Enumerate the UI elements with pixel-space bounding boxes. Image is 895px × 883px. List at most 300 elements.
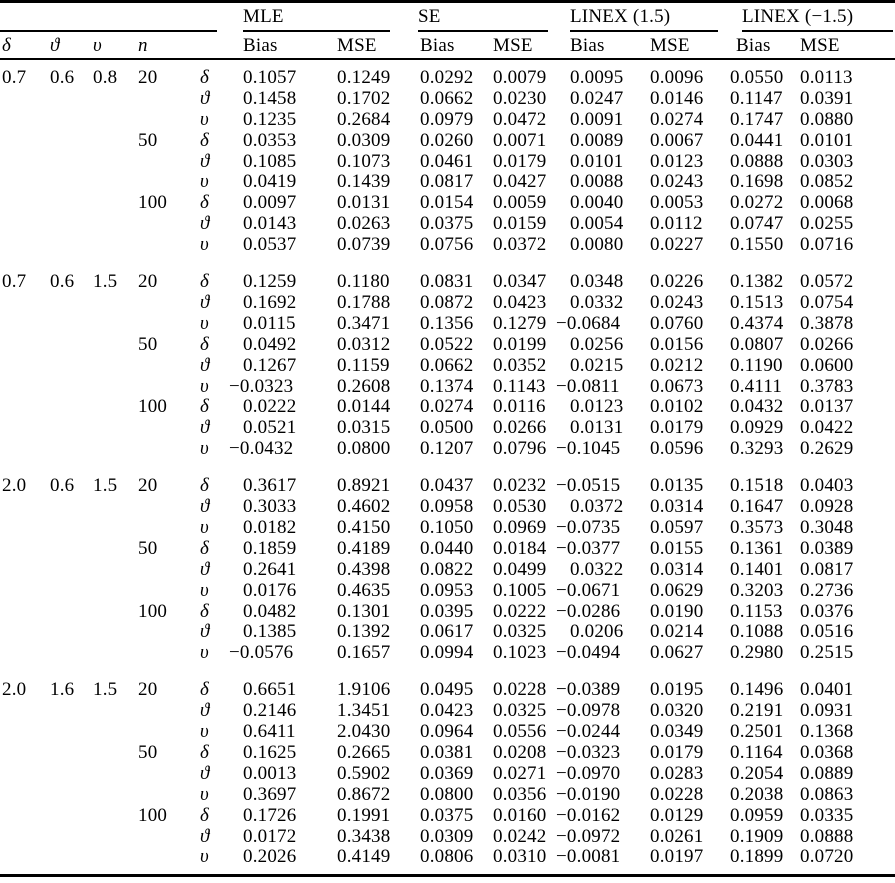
header-bias-linex-neg: Bias bbox=[736, 35, 771, 56]
cell-value: 0.1401 bbox=[730, 558, 784, 580]
cell-sample-size: 100 bbox=[138, 600, 168, 622]
cell-value: −0.0970 bbox=[556, 762, 621, 784]
cell-sample-size: 50 bbox=[138, 333, 158, 355]
cell-value: 0.0348 bbox=[570, 271, 624, 293]
cell-value: 0.0335 bbox=[800, 804, 854, 826]
table-row bbox=[0, 110, 895, 131]
table-row bbox=[0, 89, 895, 110]
cell-value: 0.0419 bbox=[243, 171, 297, 193]
table-row bbox=[0, 497, 895, 518]
cell-value: 0.0349 bbox=[650, 721, 704, 743]
cell-value: 0.5902 bbox=[337, 762, 391, 784]
cell-value: 0.0135 bbox=[650, 475, 704, 497]
cell-value: 0.0040 bbox=[570, 192, 624, 214]
table-row bbox=[0, 581, 895, 602]
cell-value: 1.3451 bbox=[337, 700, 391, 722]
cell-value: 0.1085 bbox=[243, 150, 297, 172]
cell-value: 0.1625 bbox=[243, 741, 297, 763]
cell-value: 0.0372 bbox=[493, 234, 547, 256]
table-row bbox=[0, 722, 895, 743]
cell-value: 0.0461 bbox=[420, 150, 474, 172]
cell-sample-size: 100 bbox=[138, 396, 168, 418]
cell-value: 0.1147 bbox=[730, 87, 783, 109]
cell-value: 0.1385 bbox=[243, 621, 297, 643]
cell-value: 0.2146 bbox=[243, 700, 297, 722]
cell-value: 0.0261 bbox=[650, 825, 704, 847]
cell-value: 0.0516 bbox=[800, 621, 854, 643]
cell-value: 0.0088 bbox=[570, 171, 624, 193]
cell-value: 0.4149 bbox=[337, 846, 391, 868]
cell-value: 0.0403 bbox=[800, 475, 854, 497]
cell-value: 0.0662 bbox=[420, 87, 474, 109]
cell-value: 0.0852 bbox=[800, 171, 854, 193]
cell-param-symbol: δ bbox=[200, 271, 210, 293]
cell-value: 0.0422 bbox=[800, 417, 854, 439]
cell-value: 0.2684 bbox=[337, 108, 391, 130]
cell-sample-size: 20 bbox=[138, 475, 158, 497]
cell-value: 0.6411 bbox=[243, 721, 296, 743]
cell-param-symbol: υ bbox=[200, 579, 209, 601]
cell-value: 0.0959 bbox=[730, 804, 784, 826]
cell-value: 0.0222 bbox=[493, 600, 547, 622]
cell-value: 0.8672 bbox=[337, 783, 391, 805]
cell-value: 0.0372 bbox=[570, 496, 624, 518]
cell-param-symbol: δ bbox=[200, 600, 210, 622]
cell-value: 0.1279 bbox=[493, 312, 547, 334]
cell-value: 0.0283 bbox=[650, 762, 704, 784]
cell-value: 0.3697 bbox=[243, 783, 297, 805]
table-row bbox=[0, 622, 895, 643]
cell-value: 0.1496 bbox=[730, 679, 784, 701]
cell-value: 0.0190 bbox=[650, 600, 704, 622]
cell-value: 0.1249 bbox=[337, 67, 391, 88]
cell-value: 0.0271 bbox=[493, 762, 547, 784]
cell-value: 0.0423 bbox=[420, 700, 474, 722]
cell-value: 1.9106 bbox=[337, 679, 391, 701]
cell-param-symbol: υ bbox=[200, 721, 209, 743]
cell-value: −0.0978 bbox=[556, 700, 621, 722]
cell-value: 0.0597 bbox=[650, 516, 704, 538]
cell-sample-size: 50 bbox=[138, 741, 158, 763]
cell-param-symbol: δ bbox=[200, 475, 210, 497]
cell-value: −0.0735 bbox=[556, 516, 621, 538]
header-mse-linex-neg: MSE bbox=[800, 35, 840, 56]
cell-value: 0.0123 bbox=[650, 150, 704, 172]
cell-value: 0.1005 bbox=[493, 579, 547, 601]
cell-value: 0.2515 bbox=[800, 642, 854, 664]
cell-value: 0.0596 bbox=[650, 438, 704, 460]
table-row bbox=[0, 235, 895, 256]
cell-value: 0.0212 bbox=[650, 354, 704, 376]
cell-value: 0.0817 bbox=[420, 171, 474, 193]
cell-value: 0.0228 bbox=[493, 679, 547, 701]
cell-param-symbol: ϑ bbox=[200, 825, 210, 847]
cell-value: 0.0822 bbox=[420, 558, 474, 580]
cell-value: 0.0673 bbox=[650, 375, 704, 397]
table-row bbox=[0, 68, 895, 89]
cell-value: 0.0432 bbox=[730, 396, 784, 418]
cell-value: 0.1458 bbox=[243, 87, 297, 109]
cell-value: −0.0162 bbox=[556, 804, 621, 826]
cell-value: −0.0244 bbox=[556, 721, 621, 743]
cell-sample-size: 20 bbox=[138, 67, 158, 88]
cell-value: 0.1057 bbox=[243, 67, 297, 88]
cell-param-symbol: ϑ bbox=[200, 213, 210, 235]
cell-value: 0.0353 bbox=[243, 129, 297, 151]
cell-value: 0.0197 bbox=[650, 846, 704, 868]
cell-value: 0.0097 bbox=[243, 192, 297, 214]
cell-value: 0.0369 bbox=[420, 762, 474, 784]
table-row bbox=[0, 518, 895, 539]
cell-value: 0.0182 bbox=[243, 516, 297, 538]
parameter-block bbox=[0, 680, 895, 868]
cell-value: 0.1513 bbox=[730, 291, 784, 313]
cell-value: 0.1382 bbox=[730, 271, 784, 293]
cell-value: 0.0375 bbox=[420, 804, 474, 826]
cell-value: 0.0113 bbox=[800, 67, 853, 88]
cell-value: 0.2665 bbox=[337, 741, 391, 763]
cell-value: 0.0080 bbox=[570, 234, 624, 256]
cell-value: 0.0137 bbox=[800, 396, 854, 418]
cell-value: 0.3293 bbox=[730, 438, 784, 460]
header-upsilon: υ bbox=[93, 35, 102, 56]
cell-value: 0.1439 bbox=[337, 171, 391, 193]
cell-value: 0.4189 bbox=[337, 537, 391, 559]
cell-value: 0.0266 bbox=[493, 417, 547, 439]
cell-value: −0.0515 bbox=[556, 475, 621, 497]
linex-neg-group-rule bbox=[742, 30, 893, 32]
cell-value: 0.0071 bbox=[493, 129, 547, 151]
cell-value: 0.0953 bbox=[420, 579, 474, 601]
table-row bbox=[0, 418, 895, 439]
header-mse-se: MSE bbox=[493, 35, 533, 56]
header-mse-mle: MSE bbox=[337, 35, 377, 56]
cell-value: 0.0199 bbox=[493, 333, 547, 355]
cell-value: 0.1647 bbox=[730, 496, 784, 518]
cell-value: 2.0430 bbox=[337, 721, 391, 743]
cell-value: 0.0315 bbox=[337, 417, 391, 439]
cell-value: 0.0195 bbox=[650, 679, 704, 701]
table-row bbox=[0, 356, 895, 377]
cell-value: 0.0160 bbox=[493, 804, 547, 826]
cell-value: 0.0739 bbox=[337, 234, 391, 256]
cell-value: 0.1788 bbox=[337, 291, 391, 313]
cell-value: 0.0352 bbox=[493, 354, 547, 376]
cell-vartheta-true: 0.6 bbox=[50, 271, 75, 293]
cell-value: 0.0247 bbox=[570, 87, 624, 109]
cell-value: 0.0131 bbox=[337, 192, 391, 214]
cell-value: 0.6651 bbox=[243, 679, 297, 701]
cell-value: −0.0432 bbox=[229, 438, 294, 460]
cell-value: 0.3783 bbox=[800, 375, 854, 397]
group-header-se: SE bbox=[418, 6, 441, 27]
cell-param-symbol: υ bbox=[200, 438, 209, 460]
cell-value: 0.0112 bbox=[650, 213, 703, 235]
cell-value: −0.0286 bbox=[556, 600, 621, 622]
parameter-block bbox=[0, 272, 895, 460]
cell-value: 0.0492 bbox=[243, 333, 297, 355]
cell-value: 0.0131 bbox=[570, 417, 624, 439]
cell-value: 0.0159 bbox=[493, 213, 547, 235]
cell-value: 0.0928 bbox=[800, 496, 854, 518]
cell-value: 0.0381 bbox=[420, 741, 474, 763]
cell-value: 0.0747 bbox=[730, 213, 784, 235]
cell-param-symbol: υ bbox=[200, 108, 209, 130]
cell-value: 0.0232 bbox=[493, 475, 547, 497]
cell-value: 0.2191 bbox=[730, 700, 784, 722]
cell-value: 0.0242 bbox=[493, 825, 547, 847]
cell-value: −0.0389 bbox=[556, 679, 621, 701]
cell-value: 0.0013 bbox=[243, 762, 297, 784]
cell-value: 0.1088 bbox=[730, 621, 784, 643]
cell-value: 0.0627 bbox=[650, 642, 704, 664]
cell-value: 0.0208 bbox=[493, 741, 547, 763]
cell-value: 0.2054 bbox=[730, 762, 784, 784]
cell-param-symbol: δ bbox=[200, 333, 210, 355]
table-row bbox=[0, 827, 895, 848]
cell-value: 0.0888 bbox=[800, 825, 854, 847]
cell-value: 0.0427 bbox=[493, 171, 547, 193]
cell-value: 0.2608 bbox=[337, 375, 391, 397]
cell-param-symbol: δ bbox=[200, 537, 210, 559]
cell-value: 0.0325 bbox=[493, 621, 547, 643]
cell-value: 0.0499 bbox=[493, 558, 547, 580]
cell-sample-size: 50 bbox=[138, 129, 158, 151]
cell-value: 0.0332 bbox=[570, 291, 624, 313]
cell-value: 0.1550 bbox=[730, 234, 784, 256]
cell-value: 0.0929 bbox=[730, 417, 784, 439]
cell-value: 0.0154 bbox=[420, 192, 474, 214]
table-row bbox=[0, 602, 895, 623]
cell-value: 0.0266 bbox=[800, 333, 854, 355]
cell-value: 0.0368 bbox=[800, 741, 854, 763]
cell-value: 0.0263 bbox=[337, 213, 391, 235]
cell-value: 0.4602 bbox=[337, 496, 391, 518]
cell-value: 0.0662 bbox=[420, 354, 474, 376]
cell-value: −0.0576 bbox=[229, 642, 294, 664]
cell-value: 0.0227 bbox=[650, 234, 704, 256]
cell-value: 0.2629 bbox=[800, 438, 854, 460]
cell-value: 0.0096 bbox=[650, 67, 704, 88]
table-row bbox=[0, 335, 895, 356]
cell-value: 0.3033 bbox=[243, 496, 297, 518]
table-row bbox=[0, 131, 895, 152]
cell-value: 0.1073 bbox=[337, 150, 391, 172]
cell-param-symbol: υ bbox=[200, 375, 209, 397]
cell-value: 0.0129 bbox=[650, 804, 704, 826]
cell-value: 0.3203 bbox=[730, 579, 784, 601]
cell-value: 0.0863 bbox=[800, 783, 854, 805]
table-top-rule bbox=[0, 0, 895, 3]
cell-value: 0.0375 bbox=[420, 213, 474, 235]
cell-value: 0.0243 bbox=[650, 291, 704, 313]
cell-upsilon-true: 1.5 bbox=[93, 679, 118, 701]
cell-value: 0.0179 bbox=[650, 417, 704, 439]
cell-value: 0.0550 bbox=[730, 67, 784, 88]
cell-vartheta-true: 1.6 bbox=[50, 679, 75, 701]
cell-param-symbol: υ bbox=[200, 516, 209, 538]
cell-value: 0.1909 bbox=[730, 825, 784, 847]
cell-value: 0.1050 bbox=[420, 516, 474, 538]
cell-value: 0.0495 bbox=[420, 679, 474, 701]
cell-value: 0.0144 bbox=[337, 396, 391, 418]
cell-value: 0.0325 bbox=[493, 700, 547, 722]
cell-upsilon-true: 0.8 bbox=[93, 67, 118, 88]
cell-value: 0.1356 bbox=[420, 312, 474, 334]
cell-delta-true: 0.7 bbox=[2, 271, 27, 293]
table-row bbox=[0, 272, 895, 293]
cell-value: 0.0314 bbox=[650, 558, 704, 580]
stub-header-rule bbox=[0, 30, 217, 32]
cell-value: 0.0067 bbox=[650, 129, 704, 151]
cell-value: 0.1143 bbox=[493, 375, 546, 397]
cell-param-symbol: ϑ bbox=[200, 558, 210, 580]
table-row bbox=[0, 701, 895, 722]
cell-param-symbol: υ bbox=[200, 783, 209, 805]
cell-value: 0.0391 bbox=[800, 87, 854, 109]
cell-value: 0.1267 bbox=[243, 354, 297, 376]
table-row bbox=[0, 743, 895, 764]
header-bias-linex-pos: Bias bbox=[570, 35, 605, 56]
cell-param-symbol: υ bbox=[200, 234, 209, 256]
cell-value: 0.0888 bbox=[730, 150, 784, 172]
table-row bbox=[0, 643, 895, 664]
cell-param-symbol: ϑ bbox=[200, 417, 210, 439]
cell-value: 0.0880 bbox=[800, 108, 854, 130]
cell-value: 0.0222 bbox=[243, 396, 297, 418]
table-row bbox=[0, 764, 895, 785]
cell-value: 0.2026 bbox=[243, 846, 297, 868]
cell-value: 0.0179 bbox=[650, 741, 704, 763]
cell-value: 0.0309 bbox=[337, 129, 391, 151]
cell-value: 0.1692 bbox=[243, 291, 297, 313]
cell-value: 0.0472 bbox=[493, 108, 547, 130]
cell-value: −0.0323 bbox=[556, 741, 621, 763]
cell-value: 0.1374 bbox=[420, 375, 474, 397]
cell-param-symbol: ϑ bbox=[200, 700, 210, 722]
cell-value: 0.8921 bbox=[337, 475, 391, 497]
header-mse-linex-pos: MSE bbox=[650, 35, 690, 56]
cell-value: 0.0214 bbox=[650, 621, 704, 643]
cell-value: 0.0272 bbox=[730, 192, 784, 214]
cell-param-symbol: ϑ bbox=[200, 762, 210, 784]
cell-value: 0.0155 bbox=[650, 537, 704, 559]
cell-value: 0.0322 bbox=[570, 558, 624, 580]
group-header-linex-pos: LINEX (1.5) bbox=[570, 6, 671, 27]
cell-value: 0.0206 bbox=[570, 621, 624, 643]
cell-value: 0.1259 bbox=[243, 271, 297, 293]
cell-value: 0.0053 bbox=[650, 192, 704, 214]
cell-value: 0.0156 bbox=[650, 333, 704, 355]
table-row bbox=[0, 806, 895, 827]
cell-value: 0.1301 bbox=[337, 600, 391, 622]
cell-value: 0.0800 bbox=[420, 783, 474, 805]
cell-sample-size: 20 bbox=[138, 271, 158, 293]
table-row bbox=[0, 314, 895, 335]
cell-param-symbol: δ bbox=[200, 741, 210, 763]
cell-value: 0.0320 bbox=[650, 700, 704, 722]
cell-value: 0.0964 bbox=[420, 721, 474, 743]
cell-sample-size: 50 bbox=[138, 537, 158, 559]
cell-value: 0.1235 bbox=[243, 108, 297, 130]
cell-param-symbol: δ bbox=[200, 67, 210, 88]
cell-value: 0.0500 bbox=[420, 417, 474, 439]
cell-value: 0.3471 bbox=[337, 312, 391, 334]
cell-value: 0.0274 bbox=[650, 108, 704, 130]
cell-value: 0.0256 bbox=[570, 333, 624, 355]
parameter-block bbox=[0, 68, 895, 256]
cell-value: 0.3878 bbox=[800, 312, 854, 334]
cell-value: 0.0091 bbox=[570, 108, 624, 130]
cell-value: 0.1159 bbox=[337, 354, 390, 376]
header-bias-mle: Bias bbox=[243, 35, 278, 56]
cell-value: 0.0572 bbox=[800, 271, 854, 293]
cell-value: 0.0537 bbox=[243, 234, 297, 256]
group-header-mle: MLE bbox=[243, 6, 284, 27]
cell-value: 0.1361 bbox=[730, 537, 784, 559]
cell-value: 0.3438 bbox=[337, 825, 391, 847]
cell-param-symbol: ϑ bbox=[200, 354, 210, 376]
table-row bbox=[0, 785, 895, 806]
cell-value: 0.0274 bbox=[420, 396, 474, 418]
header-bias-se: Bias bbox=[420, 35, 455, 56]
cell-delta-true: 2.0 bbox=[2, 475, 27, 497]
cell-value: 0.4635 bbox=[337, 579, 391, 601]
cell-delta-true: 0.7 bbox=[2, 67, 27, 88]
cell-value: 0.1518 bbox=[730, 475, 784, 497]
cell-param-symbol: υ bbox=[200, 642, 209, 664]
table-row bbox=[0, 214, 895, 235]
cell-value: 0.0931 bbox=[800, 700, 854, 722]
cell-value: 0.2501 bbox=[730, 721, 784, 743]
cell-value: 0.1190 bbox=[730, 354, 783, 376]
cell-value: 0.0720 bbox=[800, 846, 854, 868]
results-table-body bbox=[0, 68, 895, 883]
cell-value: −0.0972 bbox=[556, 825, 621, 847]
cell-value: 0.0482 bbox=[243, 600, 297, 622]
cell-value: 0.0309 bbox=[420, 825, 474, 847]
cell-value: 0.4111 bbox=[730, 375, 783, 397]
cell-value: 0.1899 bbox=[730, 846, 784, 868]
cell-upsilon-true: 1.5 bbox=[93, 475, 118, 497]
cell-value: 0.0059 bbox=[493, 192, 547, 214]
header-vartheta: ϑ bbox=[50, 35, 60, 56]
cell-value: 0.0089 bbox=[570, 129, 624, 151]
cell-value: 0.0530 bbox=[493, 496, 547, 518]
cell-value: 0.1657 bbox=[337, 642, 391, 664]
cell-value: 0.0440 bbox=[420, 537, 474, 559]
table-row bbox=[0, 539, 895, 560]
cell-value: 0.3617 bbox=[243, 475, 297, 497]
cell-value: −0.0377 bbox=[556, 537, 621, 559]
cell-value: 0.0760 bbox=[650, 312, 704, 334]
cell-value: 0.0617 bbox=[420, 621, 474, 643]
table-row bbox=[0, 476, 895, 497]
cell-value: 0.0629 bbox=[650, 579, 704, 601]
cell-value: 0.0054 bbox=[570, 213, 624, 235]
cell-param-symbol: ϑ bbox=[200, 621, 210, 643]
cell-value: 0.0292 bbox=[420, 67, 474, 88]
cell-param-symbol: δ bbox=[200, 396, 210, 418]
cell-value: 0.0184 bbox=[493, 537, 547, 559]
parameter-block bbox=[0, 476, 895, 664]
cell-sample-size: 100 bbox=[138, 804, 168, 826]
cell-value: 0.3048 bbox=[800, 516, 854, 538]
cell-value: 0.0255 bbox=[800, 213, 854, 235]
se-group-rule bbox=[418, 30, 548, 32]
cell-value: 0.0215 bbox=[570, 354, 624, 376]
cell-value: 0.0116 bbox=[493, 396, 546, 418]
